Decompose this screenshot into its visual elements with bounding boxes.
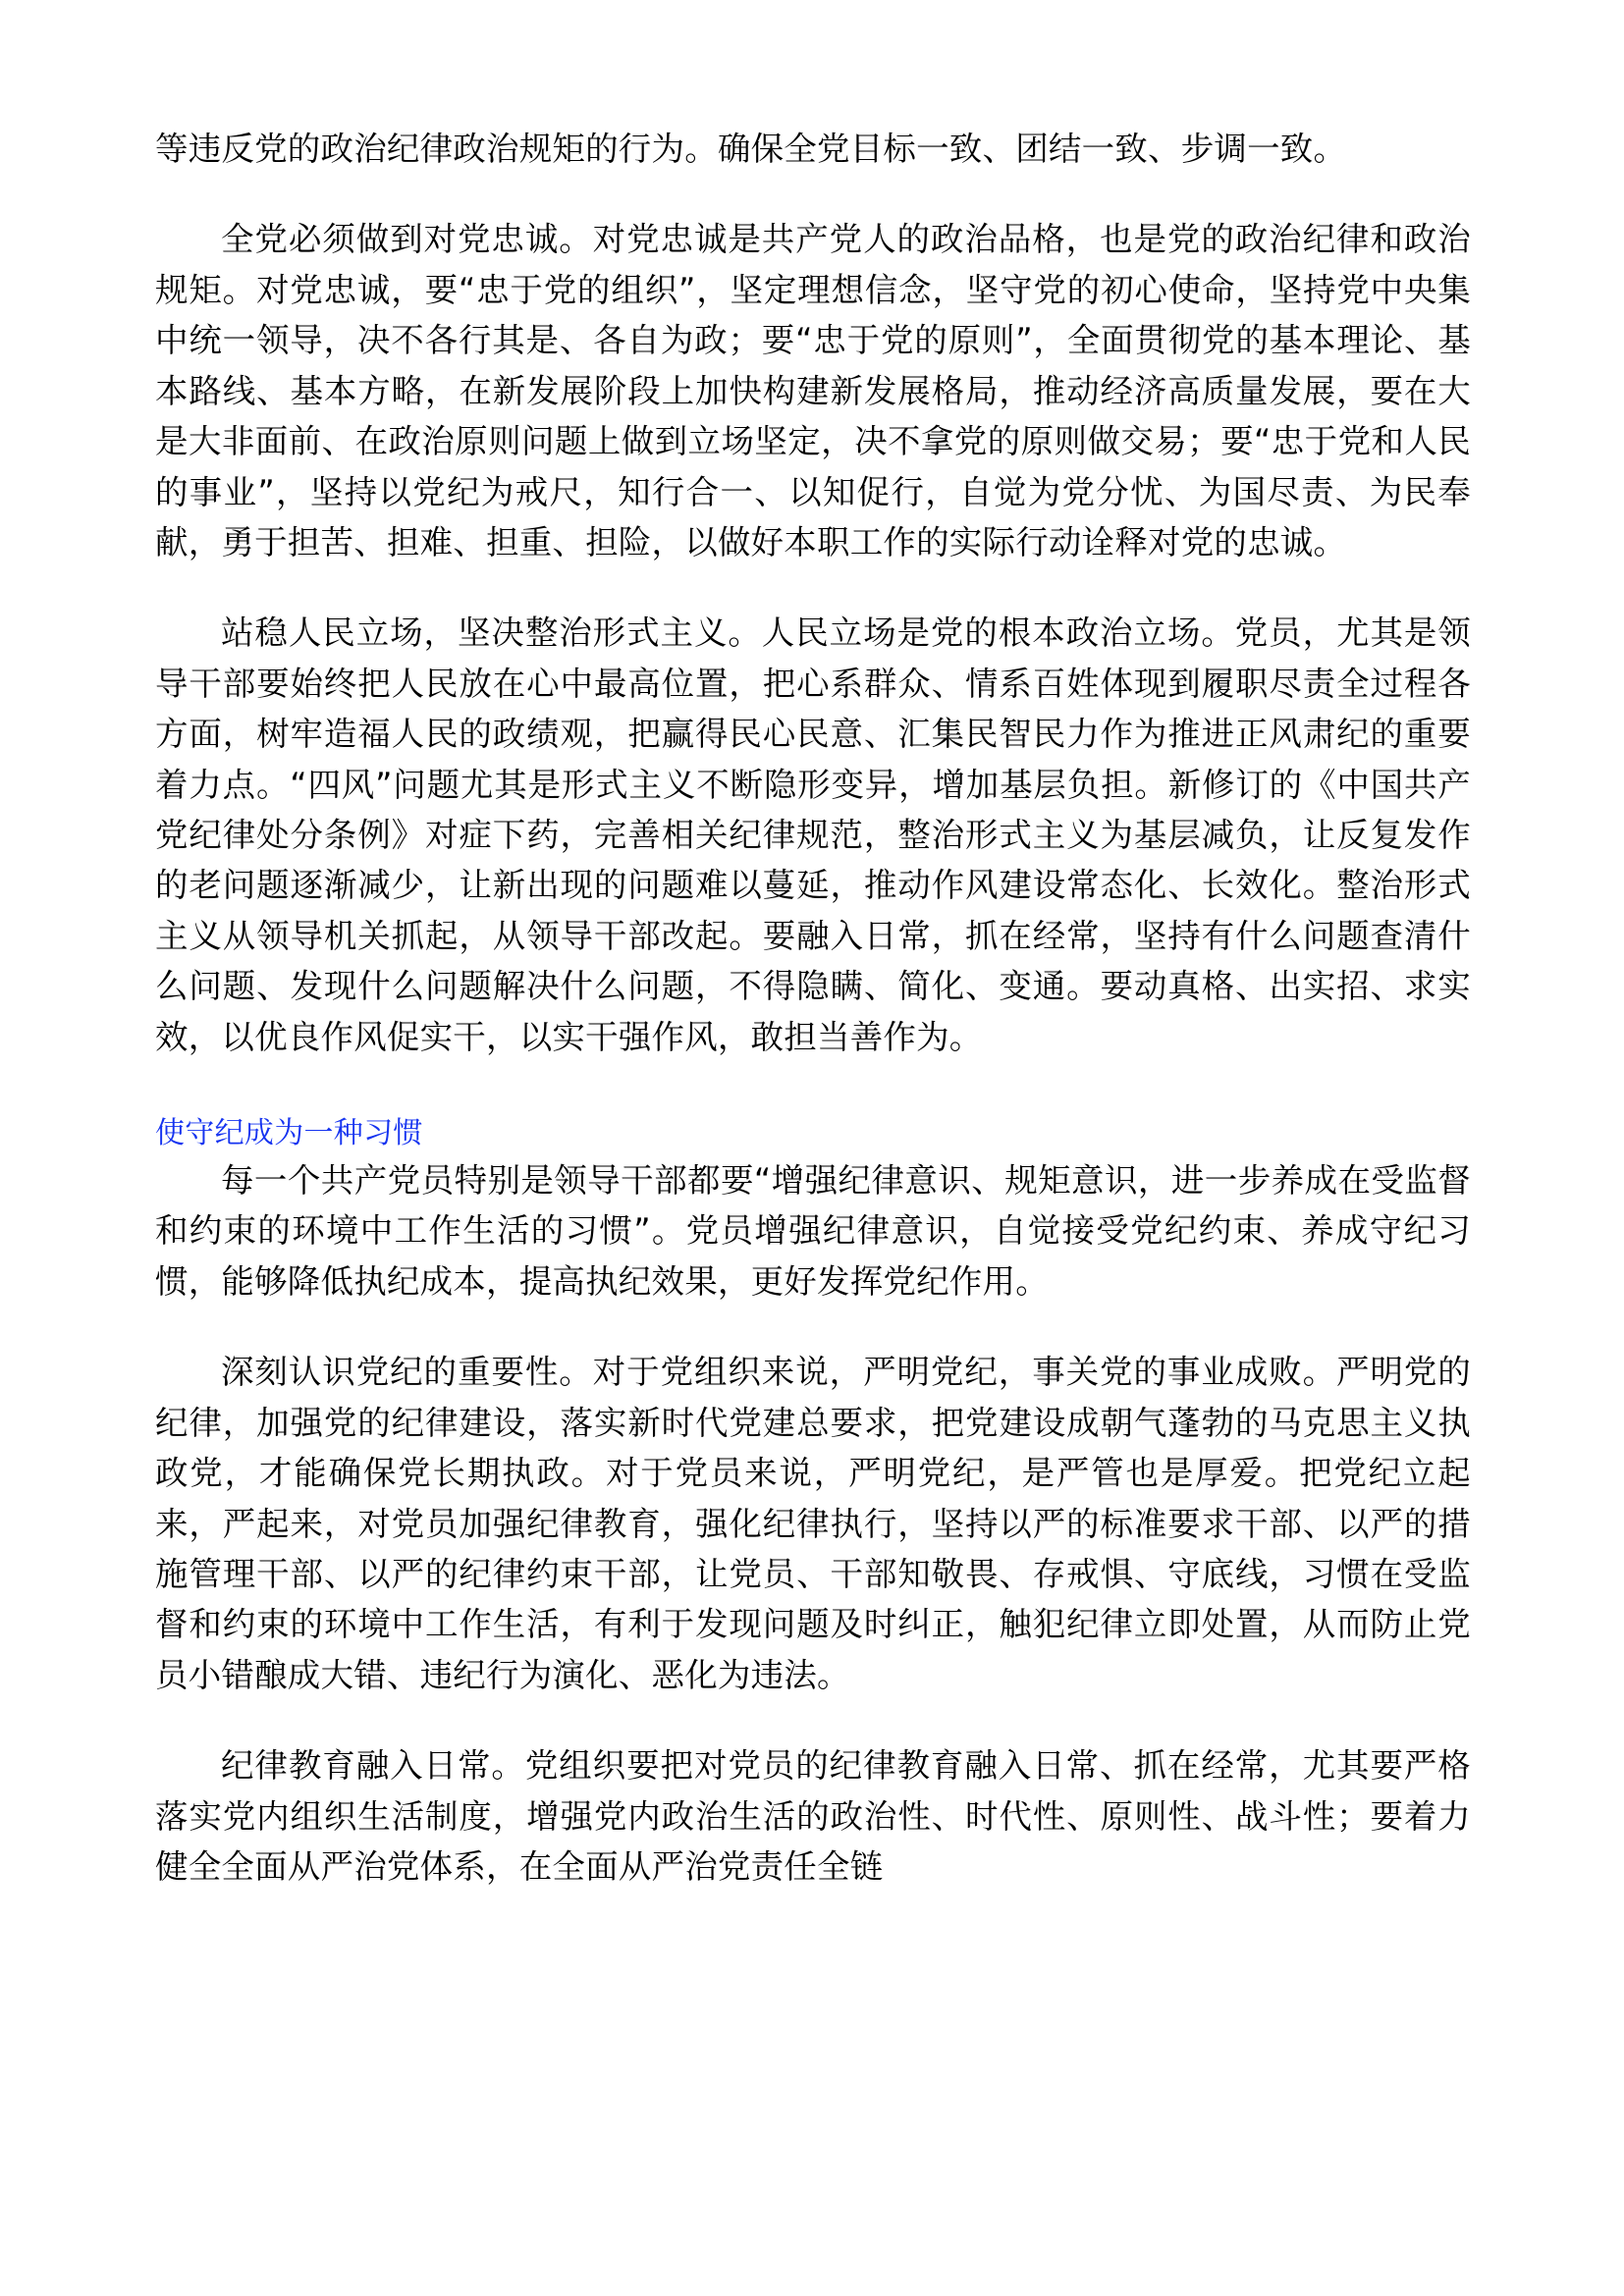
paragraph-party-loyalty: 全党必须做到对党忠诚。对党忠诚是共产党人的政治品格，也是党的政治纪律和政治规矩。对党忠诚，要“忠于党的组织”，坚定理想信念，坚守党的初心使命，坚持党中央集中统一领导，决不各行其是、各自为政；要“忠于党的原则”，全面贯彻党的基本理论、基本路线、基本方略，在新发展阶段上加快构建新发展格局，推动经济高质量发展，要在大是大非面前、在政治原则问题上做到立场坚定，决不拿党的原则做交易；要“忠于党和人民的事业”，坚持以党纪为戒尺，知行合一、以知促行，自觉为党分忧、为国尽责、为民奉献，勇于担苦、担难、担重、担险，以做好本职工作的实际行动诠释对党的忠诚。 [155,220,1471,561]
paragraph-daily-education: 纪律教育融入日常。党组织要把对党员的纪律教育融入日常、抓在经常，尤其要严格落实党内组织生活制度，增强党内政治生活的政治性、时代性、原则性、战斗性；要着力健全全面从严治党体系，在全面从严治党责任全链 [155,1746,1471,1887]
section-heading-make-discipline-a-habit: 使守纪成为一种习惯 [155,1116,423,1151]
document-body [155,124,1471,1893]
paragraph-continuation: 等违反党的政治纪律政治规矩的行为。确保全党目标一致、团结一致、步调一致。 [155,130,1347,168]
section-habit [155,1113,1471,1307]
paragraph-habit-intro: 每一个共产党员特别是领导干部都要“增强纪律意识、规矩意识，进一步养成在受监督和约束的环境中工作生活的习惯”。党员增强纪律意识，自觉接受党纪约束、养成守纪习惯，能够降低执纪成本，提高执纪效果，更好发挥党纪作用。 [155,1161,1471,1301]
paragraph-discipline-importance: 深刻认识党纪的重要性。对于党组织来说，严明党纪，事关党的事业成败。严明党的纪律，加强党的纪律建设，落实新时代党建总要求，把党建设成朝气蓬勃的马克思主义执政党，才能确保党长期执政。对于党员来说，严明党纪，是严管也是厚爱。把党纪立起来，严起来，对党员加强纪律教育，强化纪律执行，坚持以严的标准要求干部、以严的措施管理干部、以严的纪律约束干部，让党员、干部知敬畏、存戒惧、守底线，习惯在受监督和约束的环境中工作生活，有利于发现问题及时纠正，触犯纪律立即处置，从而防止党员小错酿成大错、违纪行为演化、恶化为违法。 [155,1353,1471,1694]
paragraph-people-stance: 站稳人民立场，坚决整治形式主义。人民立场是党的根本政治立场。党员，尤其是领导干部要始终把人民放在心中最高位置，把心系群众、情系百姓体现到履职尽责全过程各方面，树牢造福人民的政绩观，把赢得民心民意、汇集民智民力作为推进正风肃纪的重要着力点。“四风”问题尤其是形式主义不断隐形变异，增加基层负担。新修订的《中国共产党纪律处分条例》对症下药，完善相关纪律规范，整治形式主义为基层减负，让反复发作的老问题逐渐减少，让新出现的问题难以蔓延，推动作风建设常态化、长效化。整治形式主义从领导机关抓起，从领导干部改起。要融入日常，抓在经常，坚持有什么问题查清什么问题、发现什么问题解决什么问题，不得隐瞒、简化、变通。要动真格、出实招、求实效，以优良作风促实干，以实干强作风，敢担当善作为。 [155,614,1471,1056]
